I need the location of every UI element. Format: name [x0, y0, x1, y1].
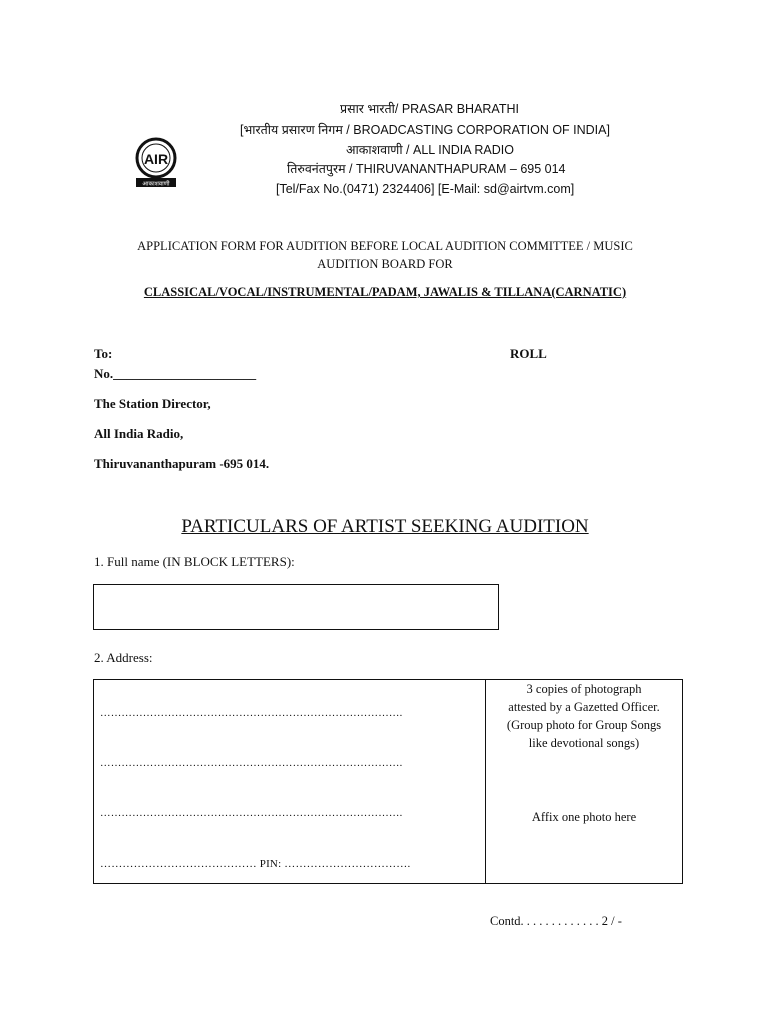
header-line-1: प्रसार भारती/ PRASAR BHARATHI: [340, 102, 519, 116]
to-label: To:: [94, 346, 113, 361]
header-line-3: आकाशवाणी / ALL INDIA RADIO: [346, 143, 514, 157]
address-line-4-pin[interactable]: …………………………………… PIN: …………………………….: [100, 858, 411, 870]
address-line-3[interactable]: ………………………………………………………………………….: [100, 808, 403, 819]
address-line-2[interactable]: ………………………………………………………………………….: [100, 758, 403, 769]
recipient-line-2: All India Radio,: [94, 426, 184, 441]
roll-label: ROLL: [510, 346, 547, 361]
header-line-2: [भारतीय प्रसारण निगम / BROADCASTING CORPORATION OF INDIA]: [240, 123, 610, 137]
roll-number: No.______________________: [94, 366, 257, 381]
section-title: PARTICULARS OF ARTIST SEEKING AUDITION: [181, 516, 589, 537]
photo-instructions: [486, 680, 682, 752]
address-label: 2. Address:: [94, 650, 153, 665]
form-category: CLASSICAL/VOCAL/INSTRUMENTAL/PADAM, JAWALIS & TILLANA(CARNATIC): [143, 285, 627, 299]
affix-photo-area[interactable]: Affix one photo here: [531, 810, 637, 824]
logo-caption: आकाशवाणी: [142, 180, 170, 188]
contd-label: Contd. . . . . . . . . . . . . 2 / -: [490, 914, 622, 928]
air-logo-icon: [126, 136, 186, 188]
form-title-line-1: APPLICATION FORM FOR AUDITION BEFORE LOCAL AUDITION COMMITTEE / MUSIC: [137, 239, 633, 253]
full-name-label: 1. Full name (IN BLOCK LETTERS):: [94, 554, 295, 569]
photo-line-4: like devotional songs): [528, 736, 640, 750]
photo-line-2: attested by a Gazetted Officer.: [508, 700, 660, 714]
photo-line-1: 3 copies of photograph: [526, 682, 642, 696]
form-title-line-2: AUDITION BOARD FOR: [317, 257, 453, 271]
header-line-4: तिरुवनंतपुरम / THIRUVANANTHAPURAM – 695 014: [287, 162, 566, 176]
full-name-field[interactable]: [93, 584, 499, 630]
photo-line-3: (Group photo for Group Songs: [506, 718, 662, 732]
air-logo: [126, 136, 186, 188]
address-line-1[interactable]: ………………………………………………………………………….: [100, 708, 403, 719]
header-line-5: [Tel/Fax No.(0471) 2324406] [E-Mail: sd@airtvm.com]: [276, 182, 575, 196]
logo-text: AIR: [143, 151, 169, 167]
recipient-line-3: Thiruvananthapuram -695 014.: [94, 456, 270, 471]
recipient-line-1: The Station Director,: [94, 396, 211, 411]
